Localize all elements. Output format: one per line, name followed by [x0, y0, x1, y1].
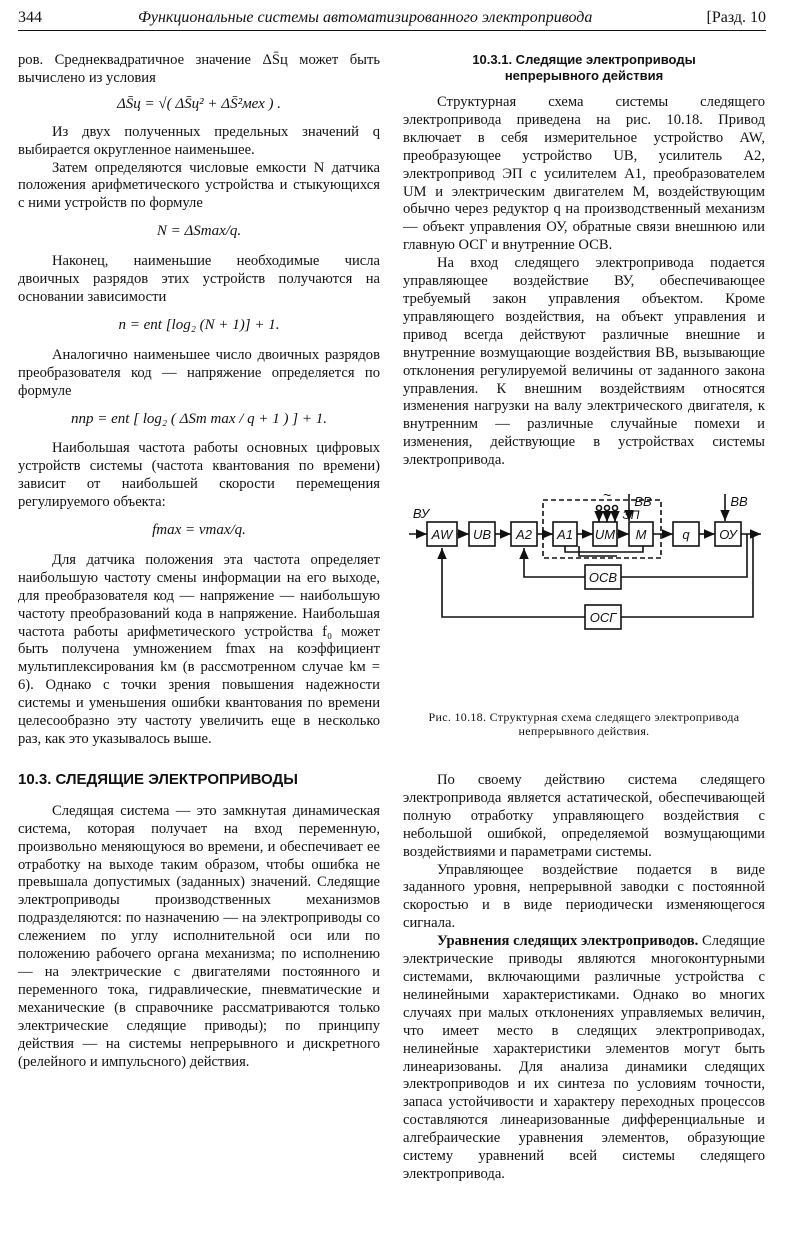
section-title: 10.3. СЛЕДЯЩИЕ ЭЛЕКТРОПРИВОДЫ — [18, 770, 298, 788]
paragraph — [403, 933, 765, 1184]
subsection-title-line: непрерывного действия — [504, 68, 664, 83]
figure-caption: Рис. 10.18. Структурная схема следящего электропривода непрерывного действия. — [428, 710, 740, 739]
block-label: ОСГ — [589, 610, 617, 626]
electric-drive-label: ЭП — [622, 508, 640, 523]
paragraph: Из двух полученных предельных значений q выбирается округленное наименьшее. — [18, 123, 380, 158]
left-column — [18, 52, 380, 1071]
block-label: AW — [431, 527, 453, 543]
disturbance-label: ВВ — [634, 494, 652, 510]
paragraph: На вход следящего электропривода подается управляющее воздействие ВУ, обеспечивающее требуемый закон управления объектом. Кроме управляющего воздействия, на объект управления и привод всегда действуют различные внешние и внутренние возмущающие воздействия ВВ, вызывающие отклонения регулируемой величины от заданного закона управления. К внешним воздействиям относятся изменения нагрузки на валу электрического двигателя, к внутренним — различные случайные помехи и изменения, действующие в устройствах системы электропривода. — [403, 255, 765, 469]
block-label: M — [635, 527, 647, 543]
paragraph: Структурная схема системы следящего электропривода приведена на рис. 10.18. Привод включает в себя измерительное устройство AW, преобразующее устройство UB, усилитель A2, электропривод ЭП с усилителем A1, преобразователем UM и электрическим двигателем M, воздействующим обычно через редуктор q на производственный механизм — объект управления ОУ, обратные связи внешнюю или главную ОСГ и внутренние ОСВ. — [403, 94, 765, 254]
paragraph: Аналогично наименьшее число двоичных разрядов преобразователя код — напряжение определяется по формуле — [18, 346, 380, 399]
block-label: A2 — [516, 527, 532, 543]
block-label: UB — [472, 527, 492, 543]
formula-bits: n = ent [log₂ (N + 1)] + 1. — [118, 316, 280, 333]
paragraph: Затем определяются числовые емкости N датчика положения арифметического устройства и стыкующихся с ними устройств по формуле — [18, 159, 380, 212]
block-label: A1 — [557, 527, 573, 543]
formula-rms: ΔS̄ц = √( ΔS̄ц² + ΔS̄²мех ) . — [116, 95, 282, 112]
formula-capacity: N = ΔSmax/q. — [156, 223, 242, 240]
formula-converter-bits: nпр = ent [ log₂ ( ΔSт max / q + 1 ) ] + 1. — [70, 410, 328, 427]
paragraph-text: Следящие электрические приводы являются многоконтурными системами, включающими различные устройства с нелинейными характеристиками. Однако во многих случаях при малых отклонениях управляемых величин, что имеет место в следящих электроприводах, нелинейные характеристики элементов могут быть линеаризованы. Для анализа динамики следящих электроприводов и их синтеза по условиям точности, запаса устойчивости и характеру переходных процессов составляются линеаризованные дифференциальные и алгебраические уравнения элементов, образующие систему уравнений всей системы следящего электропривода. — [403, 933, 765, 1182]
paragraph: Управляющее воздействие подается в виде заданного уровня, непрерывной заводки с постоянной скоростью и в виде периодически изменяющегося сигнала. — [403, 861, 765, 932]
formula-frequency: fmax = vmax/q. — [152, 522, 246, 539]
ac-supply-symbol: ~ — [602, 494, 612, 504]
running-title: Функциональные системы автоматизированного электропривода — [138, 9, 593, 26]
block-label: UM — [594, 527, 616, 543]
block-label: q — [682, 527, 690, 543]
subsection-title-line: 10.3.1. Следящие электроприводы — [472, 52, 696, 67]
paragraph: Следящая система — это замкнутая динамическая система, которая получает на вход переменную, произвольно меняющуюся во времени, и обеспечивает ее отработку на выходе таким образом, чтобы ошибка не превышала допустимых (заданных) значений. Следящие электроприводы производственных механизмов подразделяются: по назначению — на электроприводы со слежением по углу исполнительной оси или по положению рабочего органа механизма; по исполнению — на электрические с двигателями постоянного и переменного тока, гидравлические, пневматические и механические (в справочнике рассматриваются только электрические следящие приводы); по принципу действия — на системы непрерывного и дискретного (релейного и импульсного) действия. — [18, 802, 380, 1070]
block-label: ОСВ — [588, 570, 618, 586]
subsection-title — [403, 52, 765, 84]
running-header — [18, 6, 766, 31]
section-marker: [Разд. 10 — [706, 9, 766, 26]
block-diagram — [403, 494, 765, 704]
page-number: 344 — [18, 9, 42, 26]
paragraph: Наконец, наименьшие необходимые числа двоичных разрядов этих устройств получаются на основании зависимости — [18, 253, 380, 305]
block-diagram-figure — [403, 494, 765, 704]
right-column — [403, 52, 765, 1184]
input-label: ВУ — [412, 506, 430, 522]
block-label: ОУ — [719, 527, 737, 543]
paragraph: По своему действию система следящего электропривода является астатической, обеспечивающей полную отработку управляющего воздействия с небольшой ошибкой, определяемой возмущающими воздействиями и параметрами системы. — [403, 772, 765, 860]
disturbance-label: ВВ — [730, 494, 748, 510]
paragraph: ров. Среднеквадратичное значение ΔS̄ц может быть вычислено из условия — [18, 52, 380, 86]
paragraph: Наибольшая частота работы основных цифровых устройств системы (частота квантования по времени) зависит от наибольшей скорости перемещения регулируемого объекта: — [18, 440, 380, 511]
paragraph: Для датчика положения эта частота определяет наибольшую частоту смены информации на его выходе, для преобразователя код — напряжение — наибольшую частоту преобразований кода в напряжение. Наибольшая частота работы арифметического устройства f₀ может быть получена умножением fmax на коэффициент мультиплексирования kм (в рассмотренном случае kм = 6). Однако с точки зрения повышения надежности системы и уменьшения ошибки квантования по времени целесообразно эту частоту увеличить еще в несколько раз, как это указывалось выше. — [18, 551, 380, 747]
run-in-heading: Уравнения следящих электроприводов. — [437, 933, 699, 950]
